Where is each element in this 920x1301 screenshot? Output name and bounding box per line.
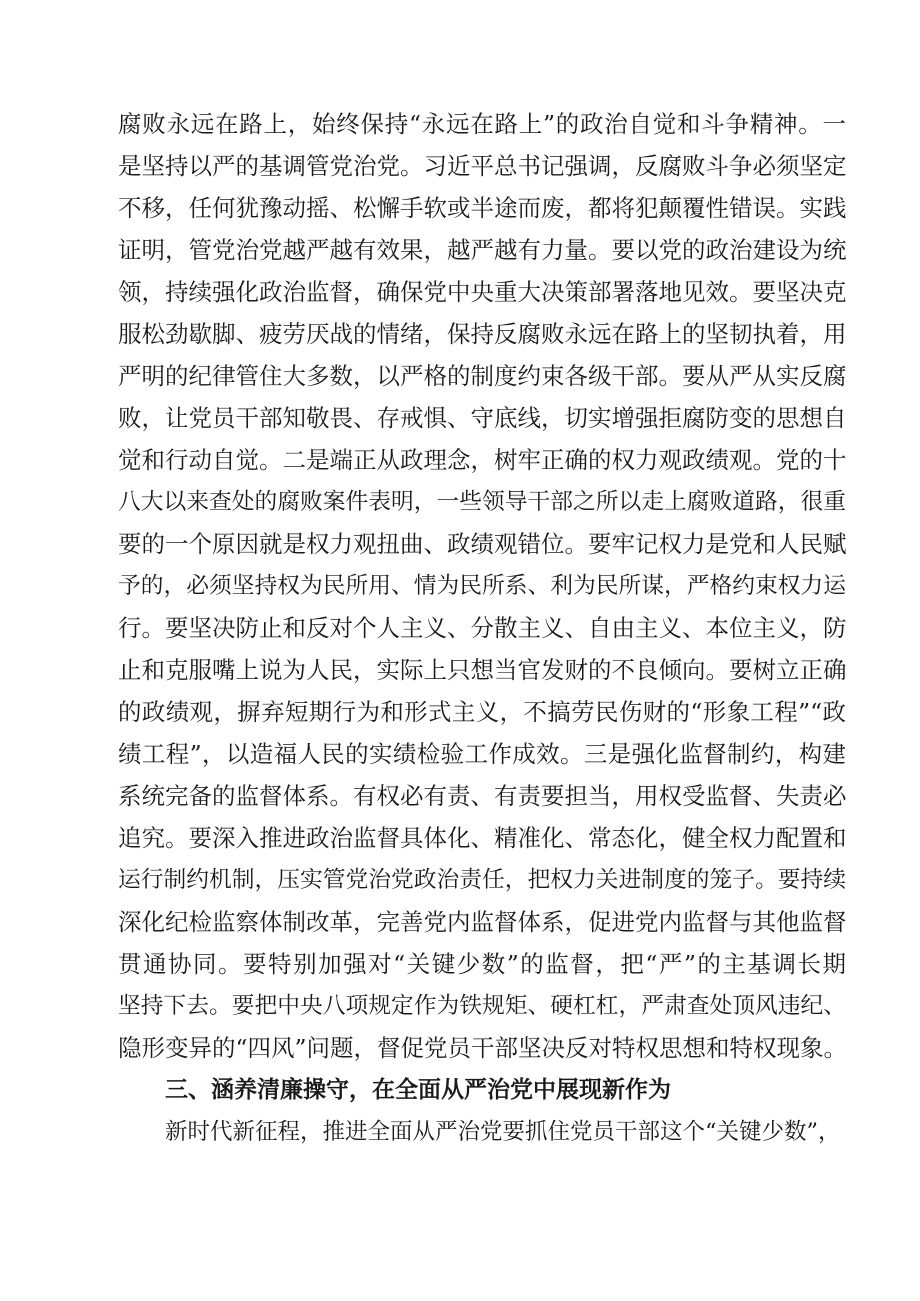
body-text-line: 服松劲歇脚、疲劳厌战的情绪，保持反腐败永远在路上的坚韧执着，用: [118, 320, 847, 348]
body-text-line: 行。要坚决防止和反对个人主义、分散主义、自由主义、本位主义，防: [118, 614, 847, 642]
body-text-line: 严明的纪律管住大多数，以严格的制度约束各级干部。要从严从实反腐: [118, 362, 847, 390]
body-text-line: 是坚持以严的基调管党治党。习近平总书记强调，反腐败斗争必须坚定: [118, 152, 847, 180]
body-text-line: 隐形变异的“四风”问题，督促党员干部坚决反对特权思想和特权现象。: [118, 1034, 848, 1062]
body-text-line: 运行制约机制，压实管党治党政治责任，把权力关进制度的笼子。要持续: [118, 867, 846, 893]
body-text-line: 系统完备的监督体系。有权必有责、有责要担当，用权受监督、失责必: [118, 782, 847, 810]
body-text-line: 领，持续强化政治监督，确保党中央重大决策部署落地见效。要坚决克: [118, 278, 847, 306]
section-heading: 三、涵养清廉操守，在全面从严治党中展现新作为: [165, 1077, 671, 1103]
body-text-line: 坚持下去。要把中央八项规定作为铁规矩、硬杠杠，严肃查处顶风违纪、: [118, 993, 846, 1019]
body-text-line: 绩工程”，以造福人民的实绩检验工作成效。三是强化监督制约，构建: [118, 740, 846, 768]
body-text-line: 八大以来查处的腐败案件表明，一些领导干部之所以走上腐败道路，很重: [118, 489, 846, 515]
body-text-line: 腐败永远在路上，始终保持“永远在路上”的政治自觉和斗争精神。一: [118, 110, 846, 138]
body-text-line: 不移，任何犹豫动摇、松懈手软或半途而废，都将犯颠覆性错误。实践: [118, 194, 847, 222]
body-text-line: 予的，必须坚持权为民所用、情为民所系、利为民所谋，严格约束权力运: [118, 573, 846, 599]
body-text-line: 觉和行动自觉。二是端正从政理念，树牢正确的权力观政绩观。党的十: [118, 446, 847, 474]
body-text-line: 的政绩观，摒弃短期行为和形式主义，不搞劳民伤财的“形象工程”“政: [118, 698, 846, 726]
body-text-line: 深化纪检监察体制改革，完善党内监督体系，促进党内监督与其他监督: [118, 908, 847, 936]
body-text-line: 贯通协同。要特别加强对“关键少数”的监督，把“严”的主基调长期: [118, 950, 846, 978]
body-text-line: 追究。要深入推进政治监督具体化、精准化、常态化，健全权力配置和: [118, 824, 847, 852]
body-text-line: 证明，管党治党越严越有效果，越严越有力量。要以党的政治建设为统: [118, 236, 847, 264]
body-text-line: 败，让党员干部知敬畏、存戒惧、守底线，切实增强拒腐防变的思想自: [118, 404, 847, 432]
body-text-line: 要的一个原因就是权力观扭曲、政绩观错位。要牢记权力是党和人民赋: [118, 530, 847, 558]
body-text-line: 新时代新征程，推进全面从严治党要抓住党员干部这个“关键少数”，: [165, 1119, 841, 1145]
body-text-line: 止和克服嘴上说为人民，实际上只想当官发财的不良倾向。要树立正确: [118, 656, 847, 684]
